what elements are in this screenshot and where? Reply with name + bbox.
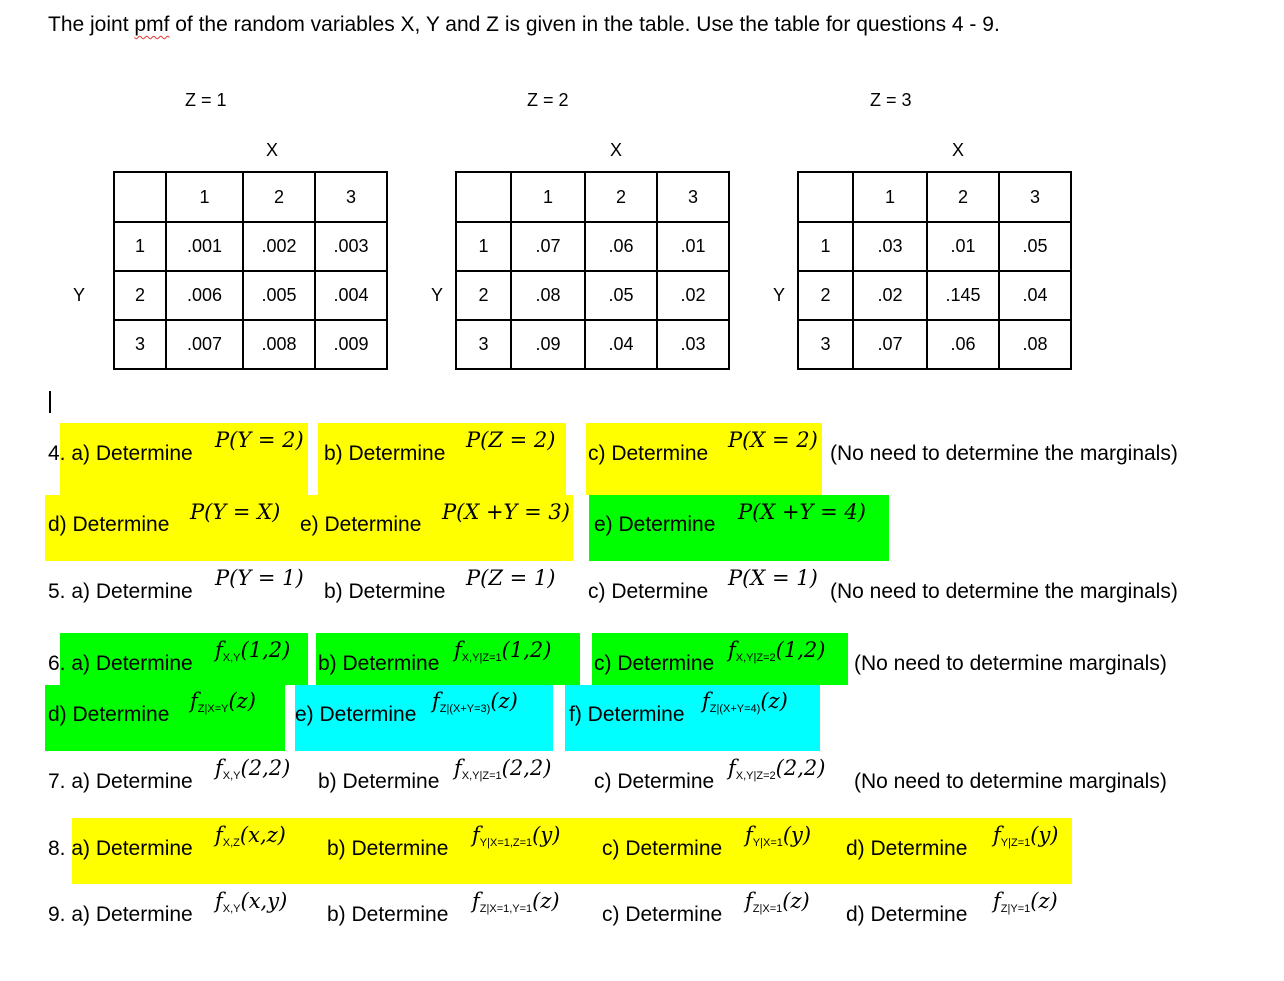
q8d-expr: $f_{Y|Z=1}(y)$ xyxy=(993,823,1059,849)
q6b-expr: $f_{X,Y|Z=1}(1,2)$ xyxy=(454,638,552,664)
q7b-label: b) Determine xyxy=(318,770,440,793)
q7c-expr: $f_{X,Y|Z=2}(2,2)$ xyxy=(728,756,826,782)
q7c-label: c) Determine xyxy=(594,770,715,793)
pmf-table-z2 xyxy=(455,171,730,370)
table-cell: .05 xyxy=(999,222,1071,271)
q6d-expr: $f_{Z|X=Y}(z)$ xyxy=(190,689,256,715)
table-cell: .003 xyxy=(315,222,387,271)
q9c-label: c) Determine xyxy=(602,903,723,926)
table-cell: .03 xyxy=(657,320,729,369)
q7b-expr: $f_{X,Y|Z=1}(2,2)$ xyxy=(454,756,552,782)
table-cell: .008 xyxy=(243,320,315,369)
table-cell: .01 xyxy=(927,222,999,271)
q5c-expr: P(X = 1) xyxy=(728,566,818,590)
table-cell: .03 xyxy=(853,222,927,271)
q4e-expr: P(X +Y = 3) xyxy=(442,500,570,524)
q6-note: (No need to determine marginals) xyxy=(854,652,1167,675)
q8b-label: b) Determine xyxy=(327,837,449,860)
q4d-expr: P(Y = X) xyxy=(190,500,281,524)
q5-note: (No need to determine the marginals) xyxy=(830,580,1178,603)
table-cell: .004 xyxy=(315,271,387,320)
header-cell: 1 xyxy=(511,172,585,222)
table2-z-label: Z = 2 xyxy=(527,90,569,110)
table-cell: .07 xyxy=(853,320,927,369)
q5b-label: b) Determine xyxy=(324,580,446,603)
q9b-expr: $f_{Z|X=1,Y=1}(z)$ xyxy=(472,889,560,915)
q6b-label: b) Determine xyxy=(318,652,440,675)
table2-x-label: X xyxy=(610,140,623,160)
q8a-expr: $f_{X,Z}(x,z)$ xyxy=(215,823,286,849)
q9a-label: 9. a) Determine xyxy=(48,903,193,926)
q4b-expr: P(Z = 2) xyxy=(466,428,556,452)
table-cell: .09 xyxy=(511,320,585,369)
intro-pre: The joint xyxy=(48,13,135,36)
q9d-expr: $f_{Z|Y=1}(z)$ xyxy=(993,889,1058,915)
table-cell: .001 xyxy=(166,222,243,271)
text-cursor xyxy=(49,391,51,413)
q7-note: (No need to determine marginals) xyxy=(854,770,1167,793)
table-cell: .04 xyxy=(999,271,1071,320)
q4-note: (No need to determine the marginals) xyxy=(830,442,1178,465)
table-cell: .06 xyxy=(927,320,999,369)
q7a-label: 7. a) Determine xyxy=(48,770,193,793)
q8c-label: c) Determine xyxy=(602,837,723,860)
header-cell: 1 xyxy=(853,172,927,222)
table-cell: .007 xyxy=(166,320,243,369)
table-cell: .04 xyxy=(585,320,657,369)
table3-x-label: X xyxy=(952,140,965,160)
table-cell: .02 xyxy=(657,271,729,320)
row-header: 3 xyxy=(456,320,511,369)
q4d-label: d) Determine xyxy=(48,513,170,536)
spellcheck-word[interactable]: pmf xyxy=(134,13,170,36)
header-cell: 2 xyxy=(927,172,999,222)
q6a-expr: $f_{X,Y}(1,2)$ xyxy=(215,638,291,664)
header-cell: 3 xyxy=(315,172,387,222)
row-header: 3 xyxy=(114,320,166,369)
pmf-table-z3 xyxy=(797,171,1072,370)
q5c-label: c) Determine xyxy=(588,580,709,603)
q5b-expr: P(Z = 1) xyxy=(466,566,556,590)
q6f-expr: $f_{Z|(X+Y=4)}(z)$ xyxy=(702,689,788,715)
row-header: 2 xyxy=(114,271,166,320)
q9a-expr: $f_{X,Y}(x,y)$ xyxy=(215,889,288,915)
row-header: 1 xyxy=(114,222,166,271)
intro-text xyxy=(48,13,1000,37)
table3-z-label: Z = 3 xyxy=(870,90,912,110)
table-cell: .006 xyxy=(166,271,243,320)
table-cell: .07 xyxy=(511,222,585,271)
header-cell: 2 xyxy=(243,172,315,222)
q6e-label: e) Determine xyxy=(295,703,417,726)
table1-x-label: X xyxy=(266,140,279,160)
q5a-expr: P(Y = 1) xyxy=(215,566,304,590)
table-cell: .005 xyxy=(243,271,315,320)
table-cell: .08 xyxy=(511,271,585,320)
q9b-label: b) Determine xyxy=(327,903,449,926)
table1-y-label: Y xyxy=(73,285,86,305)
q4e-label: e) Determine xyxy=(300,513,422,536)
row-header: 1 xyxy=(456,222,511,271)
q5a-label: 5. a) Determine xyxy=(48,580,193,603)
q9c-expr: $f_{Z|X=1}(z)$ xyxy=(745,889,810,915)
row-header: 2 xyxy=(456,271,511,320)
q8c-expr: $f_{Y|X=1}(y)$ xyxy=(745,823,812,849)
q4c-label: c) Determine xyxy=(588,442,709,465)
table1-z-label: Z = 1 xyxy=(185,90,227,110)
table-cell: .06 xyxy=(585,222,657,271)
pmf-table-z1 xyxy=(113,171,388,370)
row-header: 3 xyxy=(798,320,853,369)
header-cell: 2 xyxy=(585,172,657,222)
q4a-expr: P(Y = 2) xyxy=(215,428,304,452)
table-cell: .145 xyxy=(927,271,999,320)
q6e-expr: $f_{Z|(X+Y=3)}(z)$ xyxy=(432,689,518,715)
table-cell: .002 xyxy=(243,222,315,271)
q4b-label: b) Determine xyxy=(324,442,446,465)
table-cell: .08 xyxy=(999,320,1071,369)
row-header: 2 xyxy=(798,271,853,320)
q6a-label: 6. a) Determine xyxy=(48,652,193,675)
header-cell: 1 xyxy=(166,172,243,222)
q8a-label: 8. a) Determine xyxy=(48,837,193,860)
q7a-expr: $f_{X,Y}(2,2)$ xyxy=(215,756,291,782)
table3-y-label: Y xyxy=(773,285,786,305)
intro-post: of the random variables X, Y and Z is given in the table. Use the table for questions 4 - 9. xyxy=(169,13,1000,36)
q6c-expr: $f_{X,Y|Z=2}(1,2)$ xyxy=(728,638,826,664)
table2-y-label: Y xyxy=(431,285,444,305)
q4e2-label: e) Determine xyxy=(594,513,716,536)
header-cell: 3 xyxy=(999,172,1071,222)
q4c-expr: P(X = 2) xyxy=(728,428,818,452)
table-cell: .01 xyxy=(657,222,729,271)
header-cell: 3 xyxy=(657,172,729,222)
table-cell: .009 xyxy=(315,320,387,369)
q4e2-expr: P(X +Y = 4) xyxy=(738,500,866,524)
table-cell: .05 xyxy=(585,271,657,320)
row-header: 1 xyxy=(798,222,853,271)
q8d-label: d) Determine xyxy=(846,837,968,860)
q6d-label: d) Determine xyxy=(48,703,170,726)
q4a-label: 4. a) Determine xyxy=(48,442,193,465)
q6c-label: c) Determine xyxy=(594,652,715,675)
q8b-expr: $f_{Y|X=1,Z=1}(y)$ xyxy=(472,823,561,849)
q6f-label: f) Determine xyxy=(569,703,685,726)
q9d-label: d) Determine xyxy=(846,903,968,926)
table-cell: .02 xyxy=(853,271,927,320)
